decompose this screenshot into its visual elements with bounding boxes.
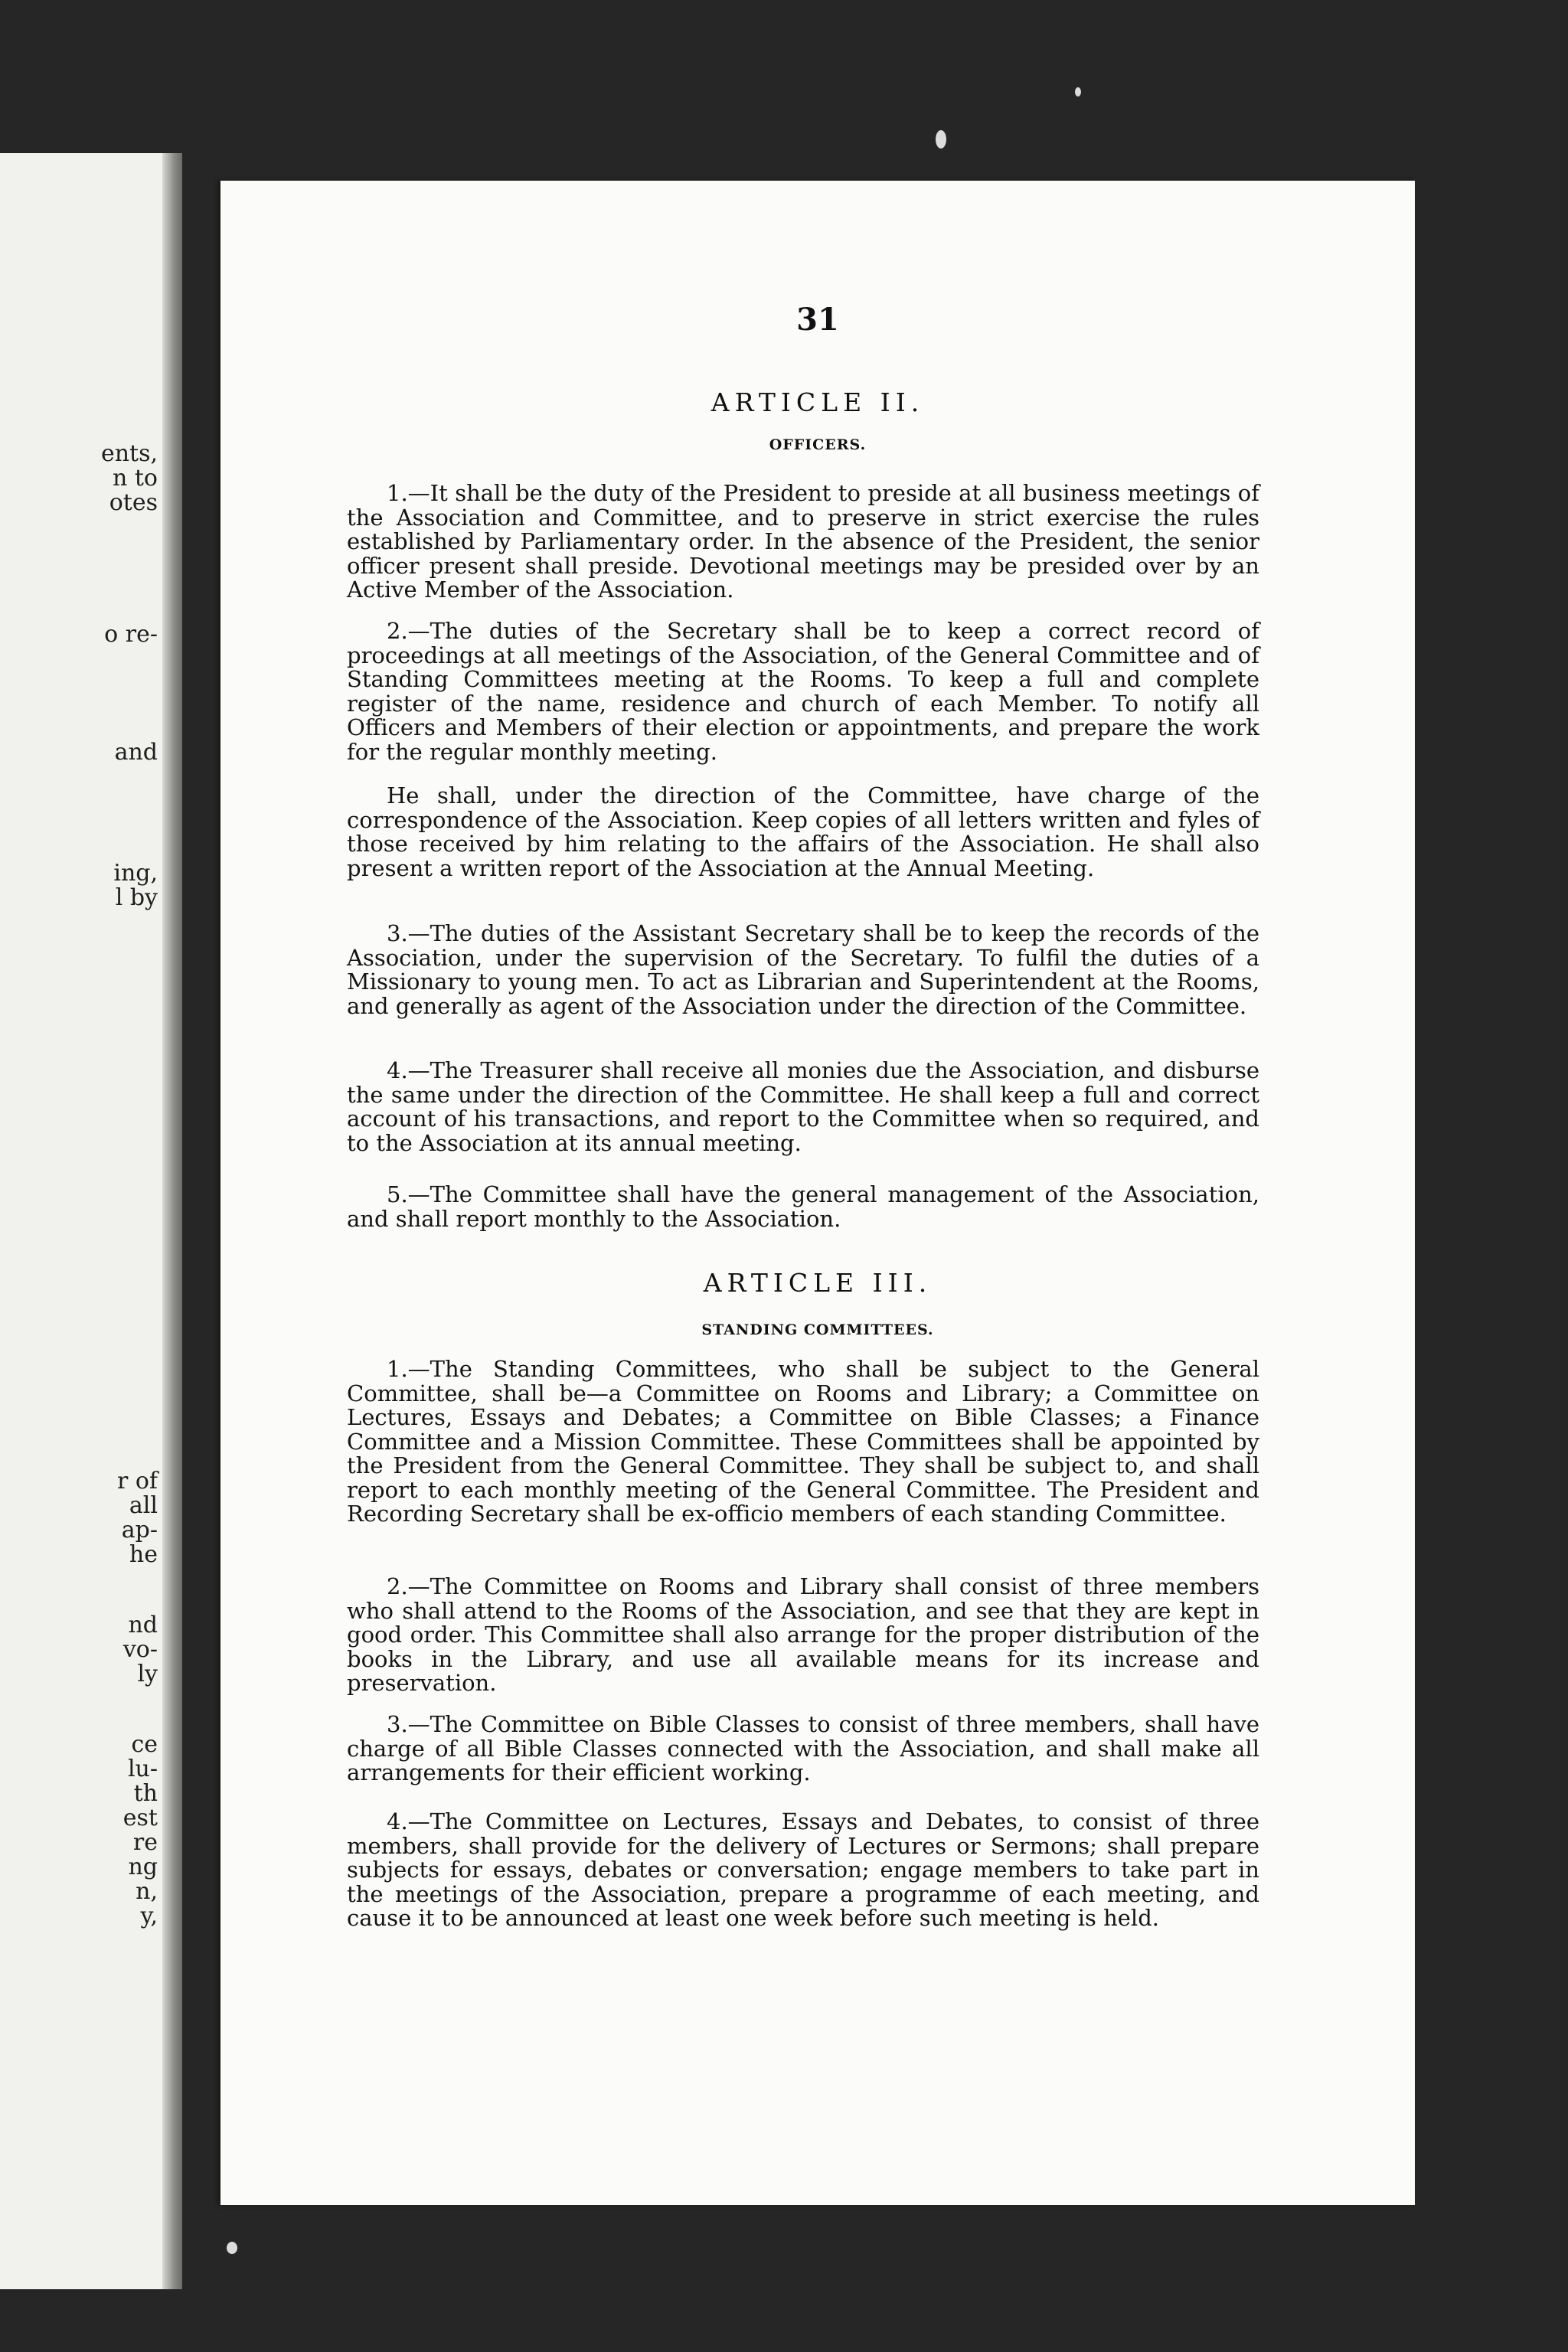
dust-speck — [1075, 87, 1081, 96]
previous-page-text-fragment: ap- — [121, 1517, 158, 1544]
previous-page-edge — [0, 153, 182, 2289]
previous-page-text-fragment: ng — [128, 1854, 158, 1880]
page-gutter-shadow — [162, 153, 182, 2289]
document-page — [220, 181, 1415, 2205]
page-number: 31 — [796, 302, 839, 338]
article-paragraph: 5.—The Committee shall have the general management of the Association, and shall report monthly to the Association. — [347, 1181, 1259, 1232]
previous-page-text-fragment: ly — [137, 1661, 158, 1687]
dust-speck — [227, 2242, 237, 2254]
article-heading: ARTICLE II. — [710, 387, 925, 417]
article-paragraph: 3.—The duties of the Assistant Secretary shall be to keep the records of the Association, under the supervision of the Secretary. To fulfil the duties of a Missionary to young men. To act as Librarian and Superintendent at the Rooms, and generally as agent of the Association under the direction of the Committee. — [347, 920, 1259, 1019]
article-paragraph: 1.—The Standing Committees, who shall be subject to the General Committee, shall be—a Committee on Rooms and Library; a Committee on Lectures, Essays and Debates; a Committee on Bible Classes; a Finance Committee and a Mission Committee. These Committees shall be appointed by the President from the General Committee. They shall be subject to, and shall report to each monthly meeting of the General Committee. The President and Recording Secretary shall be ex-officio members of each standing Committee. — [347, 1356, 1259, 1527]
article-paragraph: 3.—The Committee on Bible Classes to consist of three members, shall have charge of all Bible Classes connected with the Association, and shall make all arrangements for their efficient working. — [347, 1711, 1259, 1785]
article-subheading: STANDING COMMITTEES. — [701, 1321, 934, 1338]
article-paragraph: 2.—The duties of the Secretary shall be to keep a correct record of proceedings at all meetings of the Association, of the General Committee and of Standing Committees meeting at the Rooms. To keep a full and complete register of the name, residence and church of each Member. To notify all Officers and Members of their election or appointments, and prepare the work for the regular monthly meeting. — [347, 618, 1259, 765]
previous-page-text-fragment: vo- — [122, 1636, 158, 1663]
previous-page-text-fragment: est — [122, 1805, 158, 1831]
previous-page-text-fragment: ing, — [113, 860, 158, 887]
previous-page-text-fragment: otes — [109, 489, 158, 516]
dust-speck — [936, 130, 946, 149]
previous-page-text-fragment: nd — [128, 1612, 158, 1638]
previous-page-text-fragment: l by — [115, 884, 158, 911]
previous-page-text-fragment: ents, — [100, 440, 158, 467]
article-paragraph: 4.—The Committee on Lectures, Essays and Debates, to consist of three members, shall provide for the delivery of Lectures or Sermons; shall prepare subjects for essays, debates or conversation; engage members to take part in the meetings of the Association, prepare a programme of each meeting, and cause it to be announced at least one week before such meeting is held. — [347, 1808, 1259, 1931]
previous-page-text-fragment: y, — [140, 1903, 158, 1929]
article-paragraph: 1.—It shall be the duty of the President to preside at all business meetings of the Association and Committee, and to preserve in strict exercise the rules established by Parliamentary order. In the absence of the President, the senior officer present shall preside. Devotional meetings may be presided over by an Active Member of the Association. — [347, 480, 1259, 603]
previous-page-text-fragment: and — [114, 739, 158, 766]
article-subheading: OFFICERS. — [769, 436, 867, 453]
article-paragraph: 2.—The Committee on Rooms and Library shall consist of three members who shall attend to the Rooms of the Association, and see that they are kept in good order. This Committee shall also arrange for the proper distribution of the books in the Library, and use all available means for its increase and preservation. — [347, 1573, 1259, 1696]
previous-page-text-fragment: he — [129, 1541, 158, 1568]
previous-page-text-fragment: re — [132, 1829, 158, 1856]
previous-page-text-fragment: n, — [136, 1878, 158, 1905]
previous-page-text-fragment: ce — [131, 1731, 158, 1758]
previous-page-text-fragment: n to — [113, 465, 158, 492]
previous-page-text-fragment: all — [129, 1492, 158, 1519]
previous-page-text-fragment: o re- — [104, 621, 158, 648]
previous-page-text-fragment: th — [133, 1780, 158, 1807]
previous-page-text-fragment: lu- — [127, 1756, 158, 1782]
article-heading: ARTICLE III. — [703, 1268, 933, 1298]
previous-page-text-fragment: r of — [116, 1468, 158, 1494]
article-paragraph: He shall, under the direction of the Committee, have charge of the correspondence of the Association. Keep copies of all letters written and fyles of those received by him relating to the affairs of the Association. He shall also present a written report of the Association at the Annual Meeting. — [347, 782, 1259, 881]
article-paragraph: 4.—The Treasurer shall receive all monies due the Association, and disburse the same under the direction of the Committee. He shall keep a full and correct account of his transactions, and report to the Committee when so required, and to the Association at its annual meeting. — [347, 1057, 1259, 1156]
